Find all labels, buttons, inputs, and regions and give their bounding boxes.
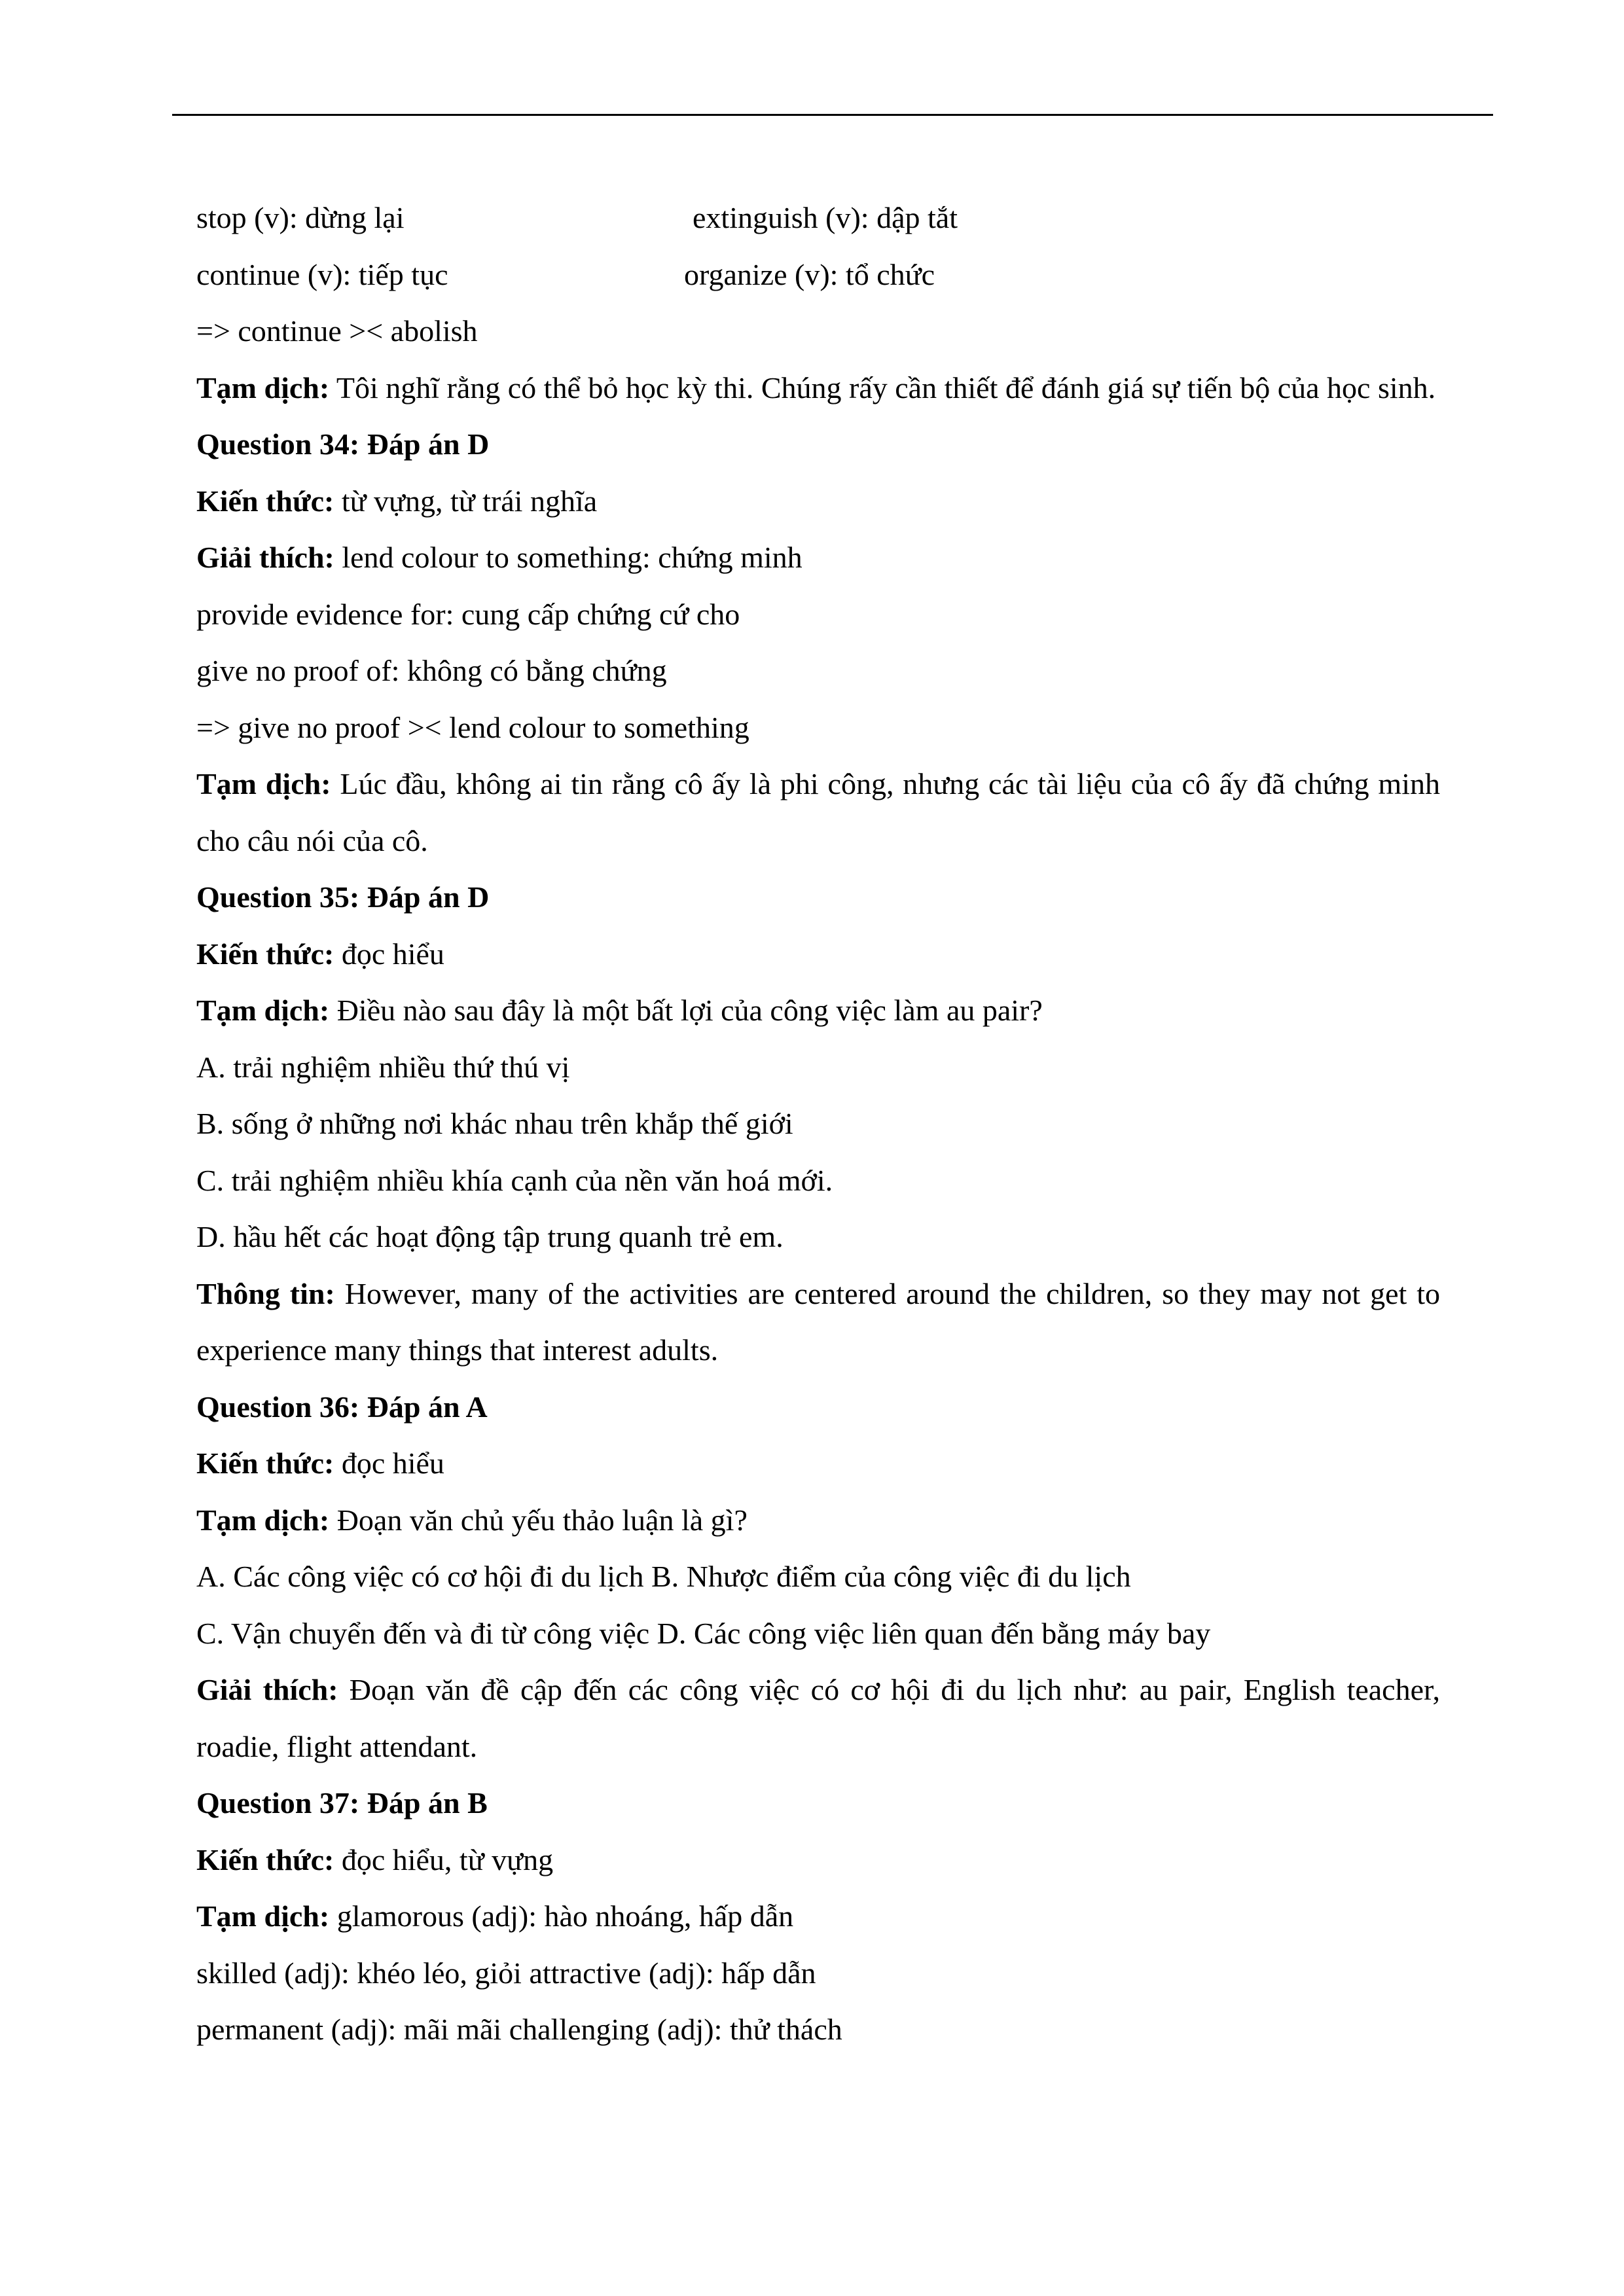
text-line: provide evidence for: cung cấp chứng cứ cho [196,597,740,631]
translation-line: Tạm dịch: glamorous (adj): hào nhoáng, hấp dẫn [196,1899,794,1933]
translation-paragraph: Tạm dịch: Lúc đầu, không ai tin rằng cô ấy là phi công, nhưng các tài liệu của cô ấy đã chứng minh cho câu nói của cô. [196,767,1440,857]
translation-label: Tạm dịch: [196,370,330,404]
question-heading: Question 37: Đáp án B [196,1786,488,1820]
header-rule [172,114,1493,116]
info-paragraph: Thông tin: However, many of the activities are centered around the children, so they may not get to experience many things that interest adults. [196,1276,1440,1367]
translation-line: Tạm dịch: Điều nào sau đây là một bất lợi của công việc làm au pair? [196,994,1043,1027]
knowledge-line: Kiến thức: từ vựng, từ trái nghĩa [196,484,598,518]
question-heading: Question 36: Đáp án A [196,1390,488,1424]
question-heading: Question 35: Đáp án D [196,880,490,914]
vocab-right: extinguish (v): dập tắt [693,201,958,234]
option-line: D. hầu hết các hoạt động tập trung quanh trẻ em. [196,1220,784,1253]
vocab-right: organize (v): tổ chức [684,257,935,291]
answer-line: => give no proof >< lend colour to something [196,710,749,744]
text-line: skilled (adj): khéo léo, giỏi attractive (adj): hấp dẫn [196,1956,816,1990]
option-line: A. trải nghiệm nhiều thứ thú vị [196,1050,570,1084]
knowledge-line: Kiến thức: đọc hiểu [196,1446,444,1480]
knowledge-line: Kiến thức: đọc hiểu, từ vựng [196,1842,554,1876]
question-heading: Question 34: Đáp án D [196,427,490,461]
translation-text: Tôi nghĩ rằng có thể bỏ học kỳ thi. Chúng rấy cần thiết để đánh giá sự tiến bộ của học sinh. [329,370,1436,404]
translation-paragraph [196,360,1440,417]
answer-line: => continue >< abolish [196,314,478,348]
option-line: C. trải nghiệm nhiều khía cạnh của nền văn hoá mới. [196,1163,833,1197]
text-line: permanent (adj): mãi mãi challenging (adj): thử thách [196,2013,842,2046]
vocab-left: stop (v): dừng lại [196,201,405,234]
explain-paragraph: Giải thích: Đoạn văn đề cập đến các công việc có cơ hội đi du lịch như: au pair, English teacher, roadie, flight attendant. [196,1673,1440,1763]
translation-line: Tạm dịch: Đoạn văn chủ yếu thảo luận là gì? [196,1503,748,1537]
explain-line: Giải thích: lend colour to something: chứng minh [196,541,803,574]
vocab-row [196,190,1440,247]
vocab-left: continue (v): tiếp tục [196,257,448,291]
knowledge-line: Kiến thức: đọc hiểu [196,937,444,971]
vocab-row [196,247,1440,304]
option-line: C. Vận chuyển đến và đi từ công việc D. Các công việc liên quan đến bằng máy bay [196,1616,1211,1650]
answer-content [196,190,1440,2058]
text-line: give no proof of: không có bằng chứng [196,654,667,687]
option-line: B. sống ở những nơi khác nhau trên khắp thế giới [196,1107,793,1140]
option-line: A. Các công việc có cơ hội đi du lịch B. Nhược điểm của công việc đi du lịch [196,1560,1131,1593]
